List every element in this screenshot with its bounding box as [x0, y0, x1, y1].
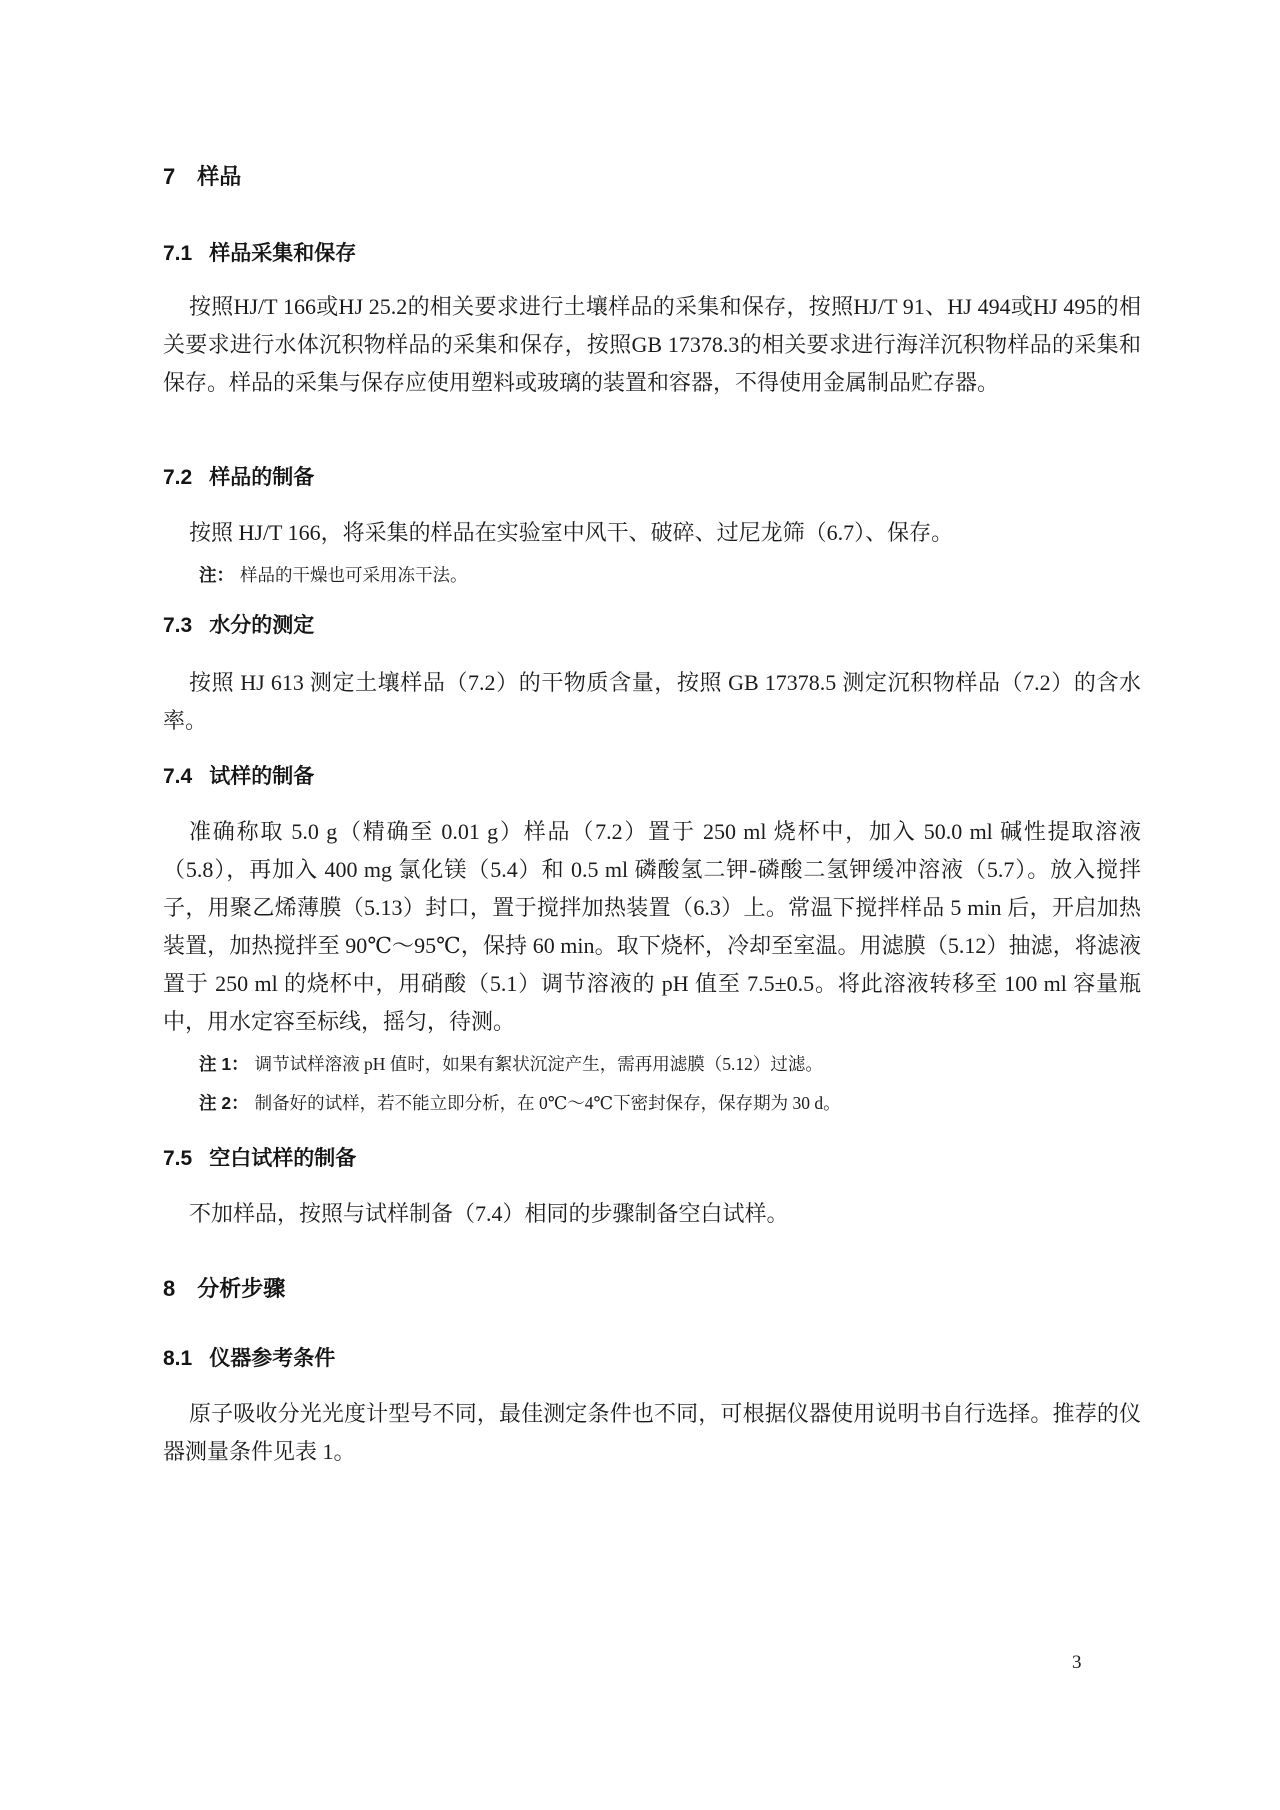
section-7-2-paragraph: 按照 HJ/T 166，将采集的样品在实验室中风干、破碎、过尼龙筛（6.7）、保存。: [189, 520, 954, 545]
section-7-1-paragraph: 按照HJ/T 166或HJ 25.2的相关要求进行土壤样品的采集和保存，按照HJ/T 91、HJ 494或HJ 495的相关要求进行水体沉积物样品的采集和保存，按照GB 17378.3的相关要求进行海洋沉积物样品的采集和保存。样品的采集与保存应使用塑料或玻璃的装置和容器，不得使用金属制品贮存器。: [163, 294, 1141, 395]
section-7-3-title: 水分的测定: [209, 614, 315, 637]
section-7-4-title: 试样的制备: [209, 765, 315, 788]
section-7-4-heading: [163, 764, 314, 789]
section-7-heading: [163, 164, 241, 190]
section-7-5-paragraph: 不加样品，按照与试样制备（7.4）相同的步骤制备空白试样。: [189, 1201, 789, 1226]
section-8-number: 8: [163, 1276, 176, 1301]
section-7-5-heading: [163, 1146, 356, 1171]
section-7-1-heading: [163, 241, 356, 266]
section-8-1-paragraph: 原子吸收分光光度计型号不同，最佳测定条件也不同，可根据仪器使用说明书自行选择。推荐的仪器测量条件见表 1。: [163, 1401, 1141, 1464]
section-7-4-note-2: [199, 1092, 1099, 1114]
note-2-text: 制备好的试样，若不能立即分析，在 0℃～4℃下密封保存，保存期为 30 d。: [254, 1093, 841, 1113]
note-label: 注：: [199, 565, 234, 585]
section-7-2-number: 7.2: [163, 466, 193, 489]
section-7-4-number: 7.4: [163, 765, 193, 788]
section-8-heading: [163, 1276, 285, 1302]
section-7-5-number: 7.5: [163, 1147, 193, 1170]
note-1-text: 调节试样溶液 pH 值时，如果有絮状沉淀产生，需再用滤膜（5.12）过滤。: [254, 1054, 823, 1074]
section-7-1-title: 样品采集和保存: [209, 242, 357, 265]
section-7-3-paragraph: 按照 HJ 613 测定土壤样品（7.2）的干物质含量，按照 GB 17378.5 测定沉积物样品（7.2）的含水率。: [163, 670, 1141, 733]
section-7-3-number: 7.3: [163, 614, 193, 637]
section-7-2-heading: [163, 465, 314, 490]
section-8-1-number: 8.1: [163, 1347, 193, 1370]
note-1-label: 注 1：: [199, 1054, 249, 1074]
section-7-4-paragraph: 准确称取 5.0 g（精确至 0.01 g）样品（7.2）置于 250 ml 烧杯中，加入 50.0 ml 碱性提取溶液（5.8），再加入 400 mg 氯化镁（5.4）和 0.5 ml 磷酸氢二钾-磷酸二氢钾缓冲溶液（5.7）。放入搅拌子，用聚乙烯薄膜（5.13）封口，置于搅拌加热装置（6.3）上。常温下搅拌样品 5 min 后，开启加热装置，加热搅拌至 90℃～95℃，保持 60 min。取下烧杯，冷却至室温。用滤膜（5.12）抽滤，将滤液置于 250 ml 的烧杯中，用硝酸（5.1）调节溶液的 pH 值至 7.5±0.5。将此溶液转移至 100 ml 容量瓶中，用水定容至标线，摇匀，待测。: [163, 819, 1141, 1034]
section-7-2-title: 样品的制备: [209, 466, 315, 489]
note-text: 样品的干燥也可采用冻干法。: [240, 565, 468, 585]
section-8-title: 分析步骤: [197, 1276, 286, 1301]
section-7-2-note: [199, 564, 1099, 586]
section-7-number: 7: [163, 164, 176, 189]
section-7-title: 样品: [197, 164, 242, 189]
section-7-5-title: 空白试样的制备: [209, 1147, 357, 1170]
page-number: 3: [1072, 1652, 1082, 1673]
section-7-1-number: 7.1: [163, 242, 193, 265]
section-7-4-note-1: [199, 1053, 1099, 1075]
note-2-label: 注 2：: [199, 1093, 249, 1113]
section-7-3-heading: [163, 613, 314, 638]
section-8-1-title: 仪器参考条件: [209, 1347, 336, 1370]
section-8-1-heading: [163, 1346, 335, 1371]
